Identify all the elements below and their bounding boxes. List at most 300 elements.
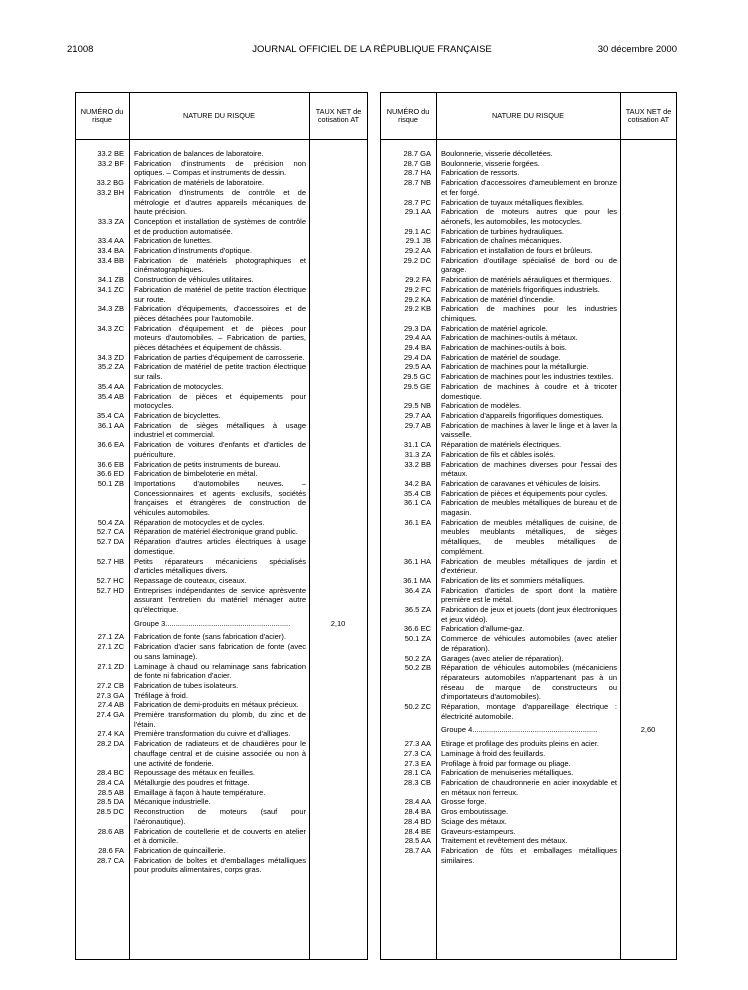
risk-code: 28.4 BC	[96, 768, 124, 778]
contribution-rate	[309, 159, 367, 178]
contribution-rate	[309, 788, 367, 798]
table-row	[381, 739, 676, 749]
contribution-rate	[309, 324, 367, 353]
contribution-rate	[620, 739, 676, 749]
group-row	[381, 725, 676, 735]
risk-code: 35.2 ZA	[97, 362, 124, 372]
contribution-rate	[620, 634, 676, 653]
risk-code: 36.6 EC	[403, 624, 431, 634]
risk-code: 29.5 NB	[403, 401, 431, 411]
risk-nature: Fabrication d'allume-gaz.	[441, 624, 525, 634]
risk-code: 27.1 ZA	[97, 632, 124, 642]
table-row	[76, 159, 367, 178]
table-row	[381, 324, 676, 334]
risk-code: 31.1 CA	[403, 440, 431, 450]
risk-nature: Repoussage des métaux en feuilles.	[134, 768, 255, 778]
risk-nature: Fabrication de menuiseries métalliques.	[441, 768, 574, 778]
table-row	[76, 788, 367, 798]
table-row	[381, 401, 676, 411]
risk-nature: Fabrication de matériels de laboratoire.	[134, 178, 265, 188]
risk-nature: Fabrication de matériel d'incendie.	[441, 294, 555, 304]
table-row	[76, 178, 367, 188]
risk-nature: Fabrication d'accessoires d'ameublement en bronze et fer forgé.	[441, 178, 617, 197]
table-row	[76, 778, 367, 788]
table-body	[381, 149, 676, 865]
table-row	[381, 256, 676, 275]
table-row	[381, 654, 676, 664]
risk-code: 27.3 GA	[96, 690, 124, 700]
risk-code	[381, 725, 436, 735]
risk-nature: Fabrication de voitures d'enfants et d'articles de puériculture.	[134, 440, 306, 459]
contribution-rate	[309, 527, 367, 537]
contribution-rate	[620, 333, 676, 343]
table-row	[76, 469, 367, 479]
risk-code: 28.5 AB	[97, 787, 124, 797]
table-row	[76, 275, 367, 285]
risk-code: 28.7 PC	[403, 197, 431, 207]
table-row	[381, 159, 676, 169]
contribution-rate	[620, 450, 676, 460]
contribution-rate	[309, 586, 367, 615]
risk-nature: Fabrication d'instruments de précision non optiques. – Compas et instruments de dessin.	[134, 158, 306, 178]
contribution-rate	[309, 739, 367, 768]
risk-code: 35.4 AA	[97, 381, 124, 391]
contribution-rate	[620, 663, 676, 702]
risk-code: 28.7 CA	[96, 855, 124, 865]
contribution-rate: 2,60	[640, 725, 656, 735]
risk-nature: Petits réparateurs mécaniciens spécialisés d'articles métalliques divers.	[134, 556, 306, 576]
contribution-rate	[309, 256, 367, 275]
risk-nature: Fabrication de lunettes.	[134, 236, 212, 246]
table-row	[381, 797, 676, 807]
table-row	[381, 702, 676, 721]
table-row	[76, 807, 367, 826]
risk-code: 28.1 CA	[403, 768, 431, 778]
risk-nature: Fabrication de meubles métalliques de bureau et de magasin.	[441, 498, 617, 518]
risk-nature: Fabrication de fûts et emballages métalliques similaires.	[441, 845, 617, 865]
contribution-rate	[620, 168, 676, 178]
contribution-rate	[309, 807, 367, 826]
table-row	[76, 285, 367, 304]
contribution-rate	[309, 479, 367, 518]
table-row	[381, 759, 676, 769]
contribution-rate	[309, 178, 367, 188]
header-taux: TAUX NET de cotisation AT	[625, 106, 672, 124]
risk-code: 36.1 EA	[404, 517, 431, 527]
risk-code: 29.2 KA	[404, 294, 431, 304]
risk-nature: Groupe 3............................................................	[134, 618, 291, 628]
risk-nature: Fabrication de demi-produits en métaux précieux.	[134, 700, 299, 710]
contribution-rate	[620, 827, 676, 837]
risk-code: 29.4 DA	[403, 352, 431, 362]
risk-nature: Fabrication de machines-outils à métaux.	[441, 333, 578, 343]
risk-code: 28.5 DA	[96, 797, 124, 807]
risk-nature: Fabrication de matériel agricole.	[441, 323, 548, 333]
risk-code: 28.6 AB	[97, 826, 124, 836]
table-row	[381, 207, 676, 226]
contribution-rate	[309, 411, 367, 421]
header-numero: NUMÉRO du risque	[80, 106, 124, 124]
contribution-rate	[309, 768, 367, 778]
risk-nature: Grosse forge.	[441, 797, 487, 807]
risk-code: 27.4 GA	[96, 710, 124, 720]
risk-code: 33.4 BA	[97, 246, 124, 256]
table-row	[381, 817, 676, 827]
table-row	[381, 450, 676, 460]
risk-code: 36.1 AA	[97, 420, 124, 430]
risk-nature: Réparation, montage d'appareillage électrique : électricité automobile.	[441, 702, 617, 721]
header-taux: TAUX NET de cotisation AT	[315, 106, 362, 124]
table-row	[76, 681, 367, 691]
risk-code: 28.7 AA	[404, 845, 431, 855]
contribution-rate	[620, 557, 676, 576]
risk-nature: Réparation d'autres articles électriques à usage domestique.	[134, 537, 306, 556]
contribution-rate	[309, 576, 367, 586]
contribution-rate	[620, 846, 676, 865]
risk-nature: Etirage et profilage des produits pleins en acier.	[441, 739, 600, 749]
table-row	[76, 710, 367, 729]
risk-nature: Fabrication de tubes isolateurs.	[134, 680, 239, 690]
table-row	[76, 586, 367, 615]
table-row	[381, 827, 676, 837]
contribution-rate	[620, 807, 676, 817]
table-row	[381, 663, 676, 702]
table-row	[76, 324, 367, 353]
risk-nature: Fabrication d'instruments de contrôle et de métrologie et d'autres appareils mécaniques de haute précision.	[134, 187, 306, 217]
risk-nature: Fabrication et installation de fours et brûleurs.	[441, 246, 593, 256]
risk-code: 52.7 HB	[96, 556, 124, 566]
table-row	[76, 362, 367, 381]
contribution-rate	[620, 586, 676, 605]
risk-nature: Fabrication de meubles métalliques de jardin et d'extérieur.	[441, 556, 617, 576]
risk-nature: Boulonnerie, visserie décolletées.	[441, 149, 553, 158]
table-row	[76, 632, 367, 642]
risk-code: 36.6 ED	[96, 469, 124, 479]
risk-nature: Réparation de motocycles et de cycles.	[134, 517, 265, 527]
risk-nature: Fabrication de bimbeloterie en métal.	[134, 469, 258, 479]
risk-nature: Fabrication de parties d'équipement de carrosserie.	[134, 352, 305, 362]
contribution-rate	[620, 817, 676, 827]
contribution-rate	[620, 256, 676, 275]
risk-nature: Emaillage à façon à haute température.	[134, 787, 266, 797]
table-row	[381, 634, 676, 653]
risk-nature: Première transformation du plomb, du zinc et de l'étain.	[134, 710, 306, 729]
table-row	[76, 827, 367, 846]
risk-nature: Fabrication de lits et sommiers métalliques.	[441, 575, 585, 585]
risk-code: 52.7 DA	[96, 537, 124, 547]
risk-code: 29.5 GC	[403, 372, 431, 382]
page-number: 21008	[67, 44, 94, 55]
risk-code: 27.4 KA	[97, 729, 124, 739]
risk-code: 27.3 AA	[404, 739, 431, 749]
risk-code: 36.6 EB	[97, 459, 124, 469]
risk-nature: Graveurs-estampeurs.	[441, 826, 516, 836]
publication-date: 30 décembre 2000	[597, 44, 677, 55]
table-row	[76, 537, 367, 556]
table-row	[76, 576, 367, 586]
contribution-rate	[309, 188, 367, 217]
risk-code: 34.1 ZC	[97, 284, 124, 294]
table-header	[381, 93, 676, 140]
table-row	[76, 188, 367, 217]
risk-nature: Groupe 4............................................................	[441, 725, 598, 735]
risk-code: 50.2 ZA	[404, 653, 431, 663]
risk-code: 29.4 AA	[404, 333, 431, 343]
risk-code: 27.1 ZD	[97, 661, 124, 671]
risk-code: 27.2 CB	[96, 680, 124, 690]
table-row	[76, 642, 367, 661]
contribution-rate	[620, 246, 676, 256]
contribution-rate	[309, 469, 367, 479]
header-nature: NATURE DU RISQUE	[182, 110, 256, 120]
risk-nature: Réparation de matériel électronique grand public.	[134, 527, 298, 537]
contribution-rate	[309, 797, 367, 807]
risk-code: 35.4 CB	[403, 488, 431, 498]
risk-code: 36.1 CA	[403, 498, 431, 508]
table-row	[76, 739, 367, 768]
risk-nature: Fabrication d'instruments d'optique.	[134, 246, 252, 256]
contribution-rate	[620, 576, 676, 586]
risk-code: 28.7 GA	[403, 149, 431, 158]
risk-nature: Reconstruction de moteurs (sauf pour l'aéronautique).	[134, 807, 306, 826]
contribution-rate	[620, 353, 676, 363]
table-header	[76, 93, 367, 140]
risk-code: 29.4 BA	[404, 343, 431, 353]
risk-nature: Fabrication de machines diverses pour l'essai des métaux.	[441, 459, 617, 479]
risk-nature: Fabrication de tuyaux métalliques flexibles.	[441, 197, 584, 207]
table-row	[381, 353, 676, 363]
table-row	[76, 256, 367, 275]
risk-code: 29.1 AC	[404, 226, 431, 236]
table-row	[381, 605, 676, 624]
risk-nature: Importations d'automobiles neuves. – Concessionnaires et agents exclusifs, sociétés françaises et étrangères de construction de véhicules automobiles.	[134, 478, 306, 518]
contribution-rate	[620, 343, 676, 353]
contribution-rate	[309, 662, 367, 681]
table-row	[381, 768, 676, 778]
risk-code: 28.4 CA	[96, 778, 124, 787]
table-row	[381, 624, 676, 634]
table-row	[381, 518, 676, 557]
risk-code: 33.3 ZA	[97, 216, 124, 226]
table-row	[381, 372, 676, 382]
contribution-rate	[620, 382, 676, 401]
header-nature: NATURE DU RISQUE	[491, 110, 565, 120]
risk-code: 50.4 ZA	[97, 517, 124, 527]
contribution-rate	[309, 856, 367, 875]
contribution-rate	[309, 149, 367, 159]
risk-nature: Fabrication de matériel de petite traction électrique sur rails.	[134, 362, 306, 382]
table-row	[381, 440, 676, 450]
risk-nature: Fabrication d'articles de sport dont la matière première est le métal.	[441, 585, 617, 605]
risk-code	[76, 619, 129, 629]
table-row	[76, 797, 367, 807]
risk-code: 52.7 HC	[96, 575, 124, 585]
contribution-rate	[309, 246, 367, 256]
contribution-rate	[620, 489, 676, 499]
risk-nature: Fabrication d'équipements, d'accessoires et de pièces détachées pour l'automobile.	[134, 304, 306, 323]
table-row	[381, 557, 676, 576]
table-row	[381, 778, 676, 797]
risk-nature: Sciage des métaux.	[441, 816, 507, 826]
risk-nature: Fabrication de machines pour les industries textiles.	[441, 372, 614, 382]
risk-code: 36.1 HA	[403, 556, 431, 566]
risk-nature: Fabrication de matériel de petite traction électrique sur route.	[134, 284, 306, 304]
right-table	[380, 92, 677, 960]
risk-nature: Fabrication de caravanes et véhicules de loisirs.	[441, 478, 601, 488]
risk-nature: Fabrication de machines à coudre et à tricoter domestique.	[441, 381, 617, 401]
table-row	[381, 275, 676, 285]
contribution-rate	[309, 304, 367, 323]
risk-nature: Fabrication de matériels frigorifiques industriels.	[441, 284, 600, 294]
contribution-rate	[620, 778, 676, 797]
table-row	[76, 353, 367, 363]
table-row	[381, 411, 676, 421]
contribution-rate	[309, 460, 367, 470]
table-row	[381, 807, 676, 817]
contribution-rate	[620, 440, 676, 450]
table-row	[76, 518, 367, 528]
contribution-rate	[620, 421, 676, 440]
table-row	[76, 246, 367, 256]
contribution-rate	[309, 382, 367, 392]
contribution-rate	[309, 710, 367, 729]
risk-nature: Fabrication de matériels aérauliques et thermiques.	[441, 275, 612, 285]
table-row	[381, 343, 676, 353]
risk-code: 36.6 EA	[97, 440, 124, 450]
risk-code: 28.7 HA	[403, 168, 431, 178]
risk-code: 29.3 DA	[403, 323, 431, 333]
contribution-rate	[309, 557, 367, 576]
risk-nature: Fabrication de coutellerie et de couverts en atelier et à domicile.	[134, 826, 306, 846]
contribution-rate	[309, 729, 367, 739]
risk-nature: Fabrication de boîtes et d'emballages métalliques pour produits alimentaires, corps gras.	[134, 855, 306, 875]
contribution-rate	[620, 460, 676, 479]
risk-nature: Fabrication de machines pour les industries chimiques.	[441, 304, 617, 323]
table-body	[76, 149, 367, 875]
risk-code: 28.4 AA	[404, 797, 431, 807]
risk-nature: Fabrication de ressorts.	[441, 168, 520, 178]
left-table	[75, 92, 368, 960]
contribution-rate	[309, 392, 367, 411]
risk-nature: Repassage de couteaux, ciseaux.	[134, 575, 247, 585]
risk-nature: Construction de véhicules utilitaires.	[134, 275, 254, 285]
contribution-rate	[620, 295, 676, 305]
table-row	[76, 217, 367, 236]
contribution-rate	[620, 236, 676, 246]
risk-code: 27.3 CA	[403, 748, 431, 758]
risk-nature: Fabrication de fils et câbles isolés.	[441, 449, 556, 459]
table-row	[76, 149, 367, 159]
risk-code: 34.3 ZD	[97, 352, 124, 362]
risk-nature: Fabrication de machines-outils à bois.	[441, 343, 567, 353]
risk-code: 29.2 FA	[405, 275, 431, 285]
risk-nature: Fabrication de chaînes mécaniques.	[441, 236, 562, 246]
risk-nature: Fabrication de fonte (sans fabrication d'acier).	[134, 632, 286, 642]
contribution-rate	[309, 440, 367, 459]
risk-code: 28.2 DA	[96, 739, 124, 749]
contribution-rate	[620, 624, 676, 634]
contribution-rate	[309, 778, 367, 788]
risk-nature: Conception et installation de systèmes de contrôle et de production automatisée.	[134, 216, 306, 236]
risk-nature: Fabrication d'acier sans fabrication de fonte (avec ou sans laminage).	[134, 642, 306, 661]
risk-code: 29.5 AA	[404, 362, 431, 372]
risk-nature: Réparation de matériels électriques.	[441, 440, 562, 450]
risk-code: 36.5 ZA	[404, 605, 431, 615]
risk-nature: Laminage à chaud ou relaminage sans fabrication de fonte ni fabrication d'acier.	[134, 661, 306, 681]
risk-code: 35.4 CA	[96, 410, 124, 420]
table-row	[76, 440, 367, 459]
contribution-rate	[620, 304, 676, 323]
risk-code: 28.5 AA	[404, 836, 431, 846]
contribution-rate	[309, 362, 367, 381]
table-row	[381, 749, 676, 759]
risk-code: 34.3 ZC	[97, 323, 124, 333]
table-row	[76, 662, 367, 681]
contribution-rate	[620, 749, 676, 759]
risk-nature: Fabrication de pièces et équipements pour cycles.	[441, 488, 608, 498]
contribution-rate	[309, 236, 367, 246]
contribution-rate	[309, 632, 367, 642]
table-row	[381, 846, 676, 865]
risk-nature: Fabrication de matériel de soudage.	[441, 352, 561, 362]
risk-code: 50.1 ZA	[404, 634, 431, 644]
risk-code: 33.4 BB	[97, 255, 124, 265]
risk-code: 33.4 AA	[97, 236, 124, 246]
risk-nature: Tréfilage à froid.	[134, 690, 188, 700]
risk-code: 28.3 CB	[403, 778, 431, 787]
contribution-rate	[620, 372, 676, 382]
contribution-rate	[620, 654, 676, 664]
contribution-rate	[620, 518, 676, 557]
contribution-rate	[620, 149, 676, 159]
table-row	[76, 236, 367, 246]
contribution-rate	[620, 797, 676, 807]
table-row	[76, 729, 367, 739]
risk-nature: Fabrication de balances de laboratoire.	[134, 149, 264, 158]
table-row	[381, 479, 676, 489]
contribution-rate	[309, 285, 367, 304]
contribution-rate	[309, 700, 367, 710]
risk-code: 28.7 NB	[403, 178, 431, 188]
risk-nature: Commerce de véhicules automobiles (avec atelier de réparation).	[441, 634, 617, 653]
table-row	[76, 527, 367, 537]
table-row	[76, 382, 367, 392]
table-row	[76, 846, 367, 856]
risk-nature: Gros emboutissage.	[441, 807, 509, 817]
risk-code: 28.7 GB	[403, 158, 431, 168]
risk-nature: Entreprises indépendantes de service aprèsvente assurant l'entretien du matériel ménager autre qu'électrique.	[134, 585, 306, 615]
risk-nature: Métallurgie des poudres et frittage.	[134, 778, 250, 787]
risk-code: 29.1 JB	[405, 236, 431, 246]
risk-code: 36.1 MA	[403, 575, 431, 585]
table-row	[381, 246, 676, 256]
table-row	[381, 498, 676, 517]
risk-nature: Réparation de véhicules automobiles (mécaniciens réparateurs automobiles n'appartenant pas à un réseau de marque de constructeurs ou d'importateurs d'automobiles).	[441, 663, 617, 702]
table-row	[381, 295, 676, 305]
table-row	[76, 700, 367, 710]
header-numero: NUMÉRO du risque	[386, 106, 430, 124]
risk-code: 33.2 BB	[404, 459, 431, 469]
risk-code: 34.2 BA	[404, 478, 431, 488]
contribution-rate: 2,10	[330, 618, 346, 628]
contribution-rate	[620, 702, 676, 721]
risk-nature: Fabrication de machines à laver le linge et à laver la vaisselle.	[441, 420, 617, 440]
contribution-rate	[620, 198, 676, 208]
contribution-rate	[309, 827, 367, 846]
table-row	[76, 304, 367, 323]
risk-nature: Boulonnerie, visserie forgées.	[441, 158, 540, 168]
risk-code: 27.4 AB	[97, 700, 124, 710]
